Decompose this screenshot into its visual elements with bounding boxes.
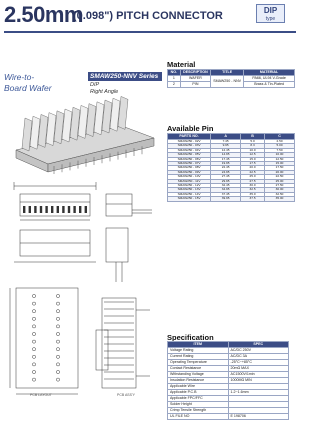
pcb-hole <box>32 355 35 358</box>
spec-table-cell: AC1500V/1min <box>228 372 289 378</box>
pin-table-cell: SMAW250 - 14V <box>168 192 211 196</box>
front-view-pin <box>79 206 81 213</box>
spec-table-cell: Crimp Tensile Strength <box>168 408 229 414</box>
pcb-assy-pins <box>104 302 134 379</box>
pcb-hole <box>56 325 59 328</box>
pin-table-cell: SMAW250 - 13V <box>168 188 211 192</box>
pin-table-cell: 25.00 <box>265 179 295 183</box>
pin-table-cell: SMAW250 - 05V <box>168 153 211 157</box>
pin-table-cell: 2.50 <box>265 140 295 144</box>
pin-table-body <box>168 140 295 202</box>
pin-table-cell: 7.45 <box>211 140 241 144</box>
spec-table-cell: 1.2~1.6mm <box>228 390 289 396</box>
pin-table-cell: 5.0 <box>241 140 265 144</box>
pin-table-cell: 22.50 <box>265 175 295 179</box>
material-table <box>167 69 295 88</box>
pin-table-cell: 29.95 <box>211 179 241 183</box>
front-view-pin <box>68 206 70 213</box>
pin-col-b: B <box>241 134 265 140</box>
pcb-hole <box>32 378 35 381</box>
front-view-pin <box>73 206 75 213</box>
pin-table-cell: 15.0 <box>241 157 265 161</box>
pin-table-cell: 17.5 <box>241 162 265 166</box>
front-view-pin <box>45 206 47 213</box>
spec-table-cell: Current Rating <box>168 354 229 360</box>
pin-table-cell: 27.5 <box>241 179 265 183</box>
pin-table-cell: 20.00 <box>265 170 295 174</box>
pin-table-cell: 14.95 <box>211 153 241 157</box>
available-pin-table <box>167 133 295 202</box>
pin-table-cell: 35.0 <box>241 192 265 196</box>
pcb-layout-outline <box>16 288 78 388</box>
pin-table-cell: 34.95 <box>211 188 241 192</box>
pin-table-cell: 32.5 <box>241 188 265 192</box>
spec-table-cell: 20mΩ MAX <box>228 366 289 372</box>
pcb-assy-outline <box>102 298 136 388</box>
spec-table-cell: Solder Height <box>168 402 229 408</box>
front-view-pins <box>23 206 87 213</box>
page-subtitle: (0.098") PITCH CONNECTOR <box>73 10 223 22</box>
material-cell: Brass & Tin-Plated <box>244 82 295 88</box>
spec-table-row <box>168 414 289 420</box>
pin-col-part: PARTS NO. <box>168 134 211 140</box>
spec-table-cell: Applicable P.C.B <box>168 390 229 396</box>
specification-table <box>167 341 289 420</box>
pin-table-cell: 5.00 <box>265 144 295 148</box>
pin-table-cell: SMAW250 - 08V <box>168 166 211 170</box>
front-view-pin <box>29 206 31 213</box>
pcb-hole <box>56 378 59 381</box>
spec-table-cell: Withstanding Voltage <box>168 372 229 378</box>
pin-table-cell: 22.5 <box>241 170 265 174</box>
front-view-pin <box>62 206 64 213</box>
spec-table-cell: Contact Resistance <box>168 366 229 372</box>
technical-drawing <box>4 180 164 425</box>
side-view-body <box>106 194 132 216</box>
material-cell: 2 <box>168 82 181 88</box>
category-label: Wire-to-Board Wafer <box>4 72 52 93</box>
pin-table-cell: SMAW250 - 10V <box>168 175 211 179</box>
spec-table-cell: AC/DC 250V <box>228 348 289 354</box>
pin-table-cell: 17.50 <box>265 166 295 170</box>
pin-table-cell: 30.0 <box>241 184 265 188</box>
connector-3d-illustration <box>4 96 164 178</box>
pin-table-cell: 22.45 <box>211 166 241 170</box>
pin-table-cell: SMAW250 - 06V <box>168 157 211 161</box>
pcb-hole <box>56 310 59 313</box>
dip-type-badge <box>256 4 285 23</box>
spec-table-cell: -25°C~+85°C <box>228 360 289 366</box>
pin-table-cell: 27.50 <box>265 184 295 188</box>
header-rule <box>4 31 296 33</box>
front-view-pin <box>51 206 53 213</box>
pin-table-cell: SMAW250 - 09V <box>168 170 211 174</box>
pcb-assy-label: PCB ASS'Y <box>117 393 135 397</box>
pcb-hole <box>56 348 59 351</box>
pcb-hole <box>32 325 35 328</box>
material-cell: WAFER <box>180 76 210 82</box>
material-cell: PIN <box>180 82 210 88</box>
pin-table-cell: 10.0 <box>241 148 265 152</box>
pin-table-cell: SMAW250 - 02V <box>168 140 211 144</box>
pin-table-cell: SMAW250 - 15V <box>168 197 211 201</box>
pin-col-c: C <box>265 134 295 140</box>
material-col-no: NO. <box>168 70 181 76</box>
pcb-hole <box>56 302 59 305</box>
pcb-layout-label: PCB LAYOUT <box>30 393 52 397</box>
front-view-pin <box>57 206 59 213</box>
pcb-hole <box>56 332 59 335</box>
spec-table-cell: Operating Temperature <box>168 360 229 366</box>
material-cell: PA66, UL94 V-Grade <box>244 76 295 82</box>
front-view-pin <box>40 206 42 213</box>
material-title: Material <box>167 60 196 69</box>
pin-table-cell: 19.95 <box>211 162 241 166</box>
pin-table-cell: 32.45 <box>211 184 241 188</box>
pin-table-cell: 8.3 <box>241 144 265 148</box>
spec-table-body <box>168 348 289 420</box>
pcb-hole <box>56 363 59 366</box>
badge-bottom-text: type <box>265 16 276 22</box>
spec-col-item: ITEM <box>168 342 229 348</box>
spec-table-cell: Applicable Wire <box>168 384 229 390</box>
spec-table-cell: Voltage Rating <box>168 348 229 354</box>
pcb-hole <box>32 317 35 320</box>
pcb-hole <box>56 317 59 320</box>
pcb-hole <box>56 370 59 373</box>
pin-table-cell: 10.00 <box>265 153 295 157</box>
pin-table-cell: 30.00 <box>265 188 295 192</box>
spec-table-cell: AC/DC 3A <box>228 354 289 360</box>
pin-table-cell: 12.50 <box>265 157 295 161</box>
front-view-pin <box>85 206 87 213</box>
spec-col-spec: SPEC <box>228 342 289 348</box>
pin-table-cell: SMAW250 - 07V <box>168 162 211 166</box>
pin-table-cell: SMAW250 - 04V <box>168 148 211 152</box>
pin-table-cell: SMAW250 - 11V <box>168 179 211 183</box>
pin-table-cell: 37.5 <box>241 197 265 201</box>
spec-table-cell: Insulation Resistance <box>168 378 229 384</box>
pcb-hole <box>56 340 59 343</box>
spec-table-cell: Applicable FPC/FFC <box>168 396 229 402</box>
pcb-layout-holes <box>32 294 59 381</box>
pin-table-cell: 39.95 <box>211 197 241 201</box>
pcb-hole <box>32 294 35 297</box>
pin-table-cell: 20.0 <box>241 166 265 170</box>
pin-table-cell: 27.45 <box>211 175 241 179</box>
pin-table-row <box>168 197 295 201</box>
pin-table-cell: 32.50 <box>265 192 295 196</box>
front-view-pin <box>23 206 25 213</box>
page-title: 2.50mm <box>4 2 83 27</box>
spec-table-cell: UL FILE NO <box>168 414 229 420</box>
specification-title: Specification <box>167 333 214 342</box>
pin-table-cell: 35.00 <box>265 197 295 201</box>
material-header-row <box>168 70 295 76</box>
pin-table-cell: 37.45 <box>211 192 241 196</box>
pcb-hole <box>32 340 35 343</box>
mount-type: DIP <box>90 82 100 88</box>
series-name-bar: SMAW250-NNV Series <box>88 72 162 81</box>
pcb-hole <box>32 302 35 305</box>
pin-table-cell: 12.5 <box>241 153 265 157</box>
badge-top-text: DIP <box>263 6 278 15</box>
material-col-title: TITLE <box>211 70 244 76</box>
pin-table-cell: SMAW250 - 03V <box>168 144 211 148</box>
pcb-hole <box>32 332 35 335</box>
spec-table-cell: E 198706 <box>228 414 289 420</box>
pin-table-cell: SMAW250 - 12V <box>168 184 211 188</box>
pcb-hole <box>56 294 59 297</box>
spec-table-cell: 1000MΩ MIN <box>228 378 289 384</box>
pin-table-cell: 17.45 <box>211 157 241 161</box>
pin-table-cell: 12.45 <box>211 148 241 152</box>
material-cell: SMAW250 - NNV <box>211 76 244 88</box>
pin-table-cell: 24.95 <box>211 170 241 174</box>
pcb-hole <box>32 310 35 313</box>
pcb-hole <box>32 363 35 366</box>
pin-table-cell: 7.50 <box>265 148 295 152</box>
pin-col-a: A <box>211 134 241 140</box>
front-view-pin <box>34 206 36 213</box>
pcb-hole <box>32 348 35 351</box>
pcb-hole <box>56 355 59 358</box>
material-col-material: MATERIAL <box>244 70 295 76</box>
orientation: Right Angle <box>90 89 119 95</box>
pin-table-cell: 9.95 <box>211 144 241 148</box>
pin-table-cell: 25.0 <box>241 175 265 179</box>
material-col-desc: DESCRIPTION <box>180 70 210 76</box>
material-cell: 1 <box>168 76 181 82</box>
pcb-hole <box>32 370 35 373</box>
pin-table-cell: 15.00 <box>265 162 295 166</box>
available-pin-title: Available Pin <box>167 124 214 133</box>
